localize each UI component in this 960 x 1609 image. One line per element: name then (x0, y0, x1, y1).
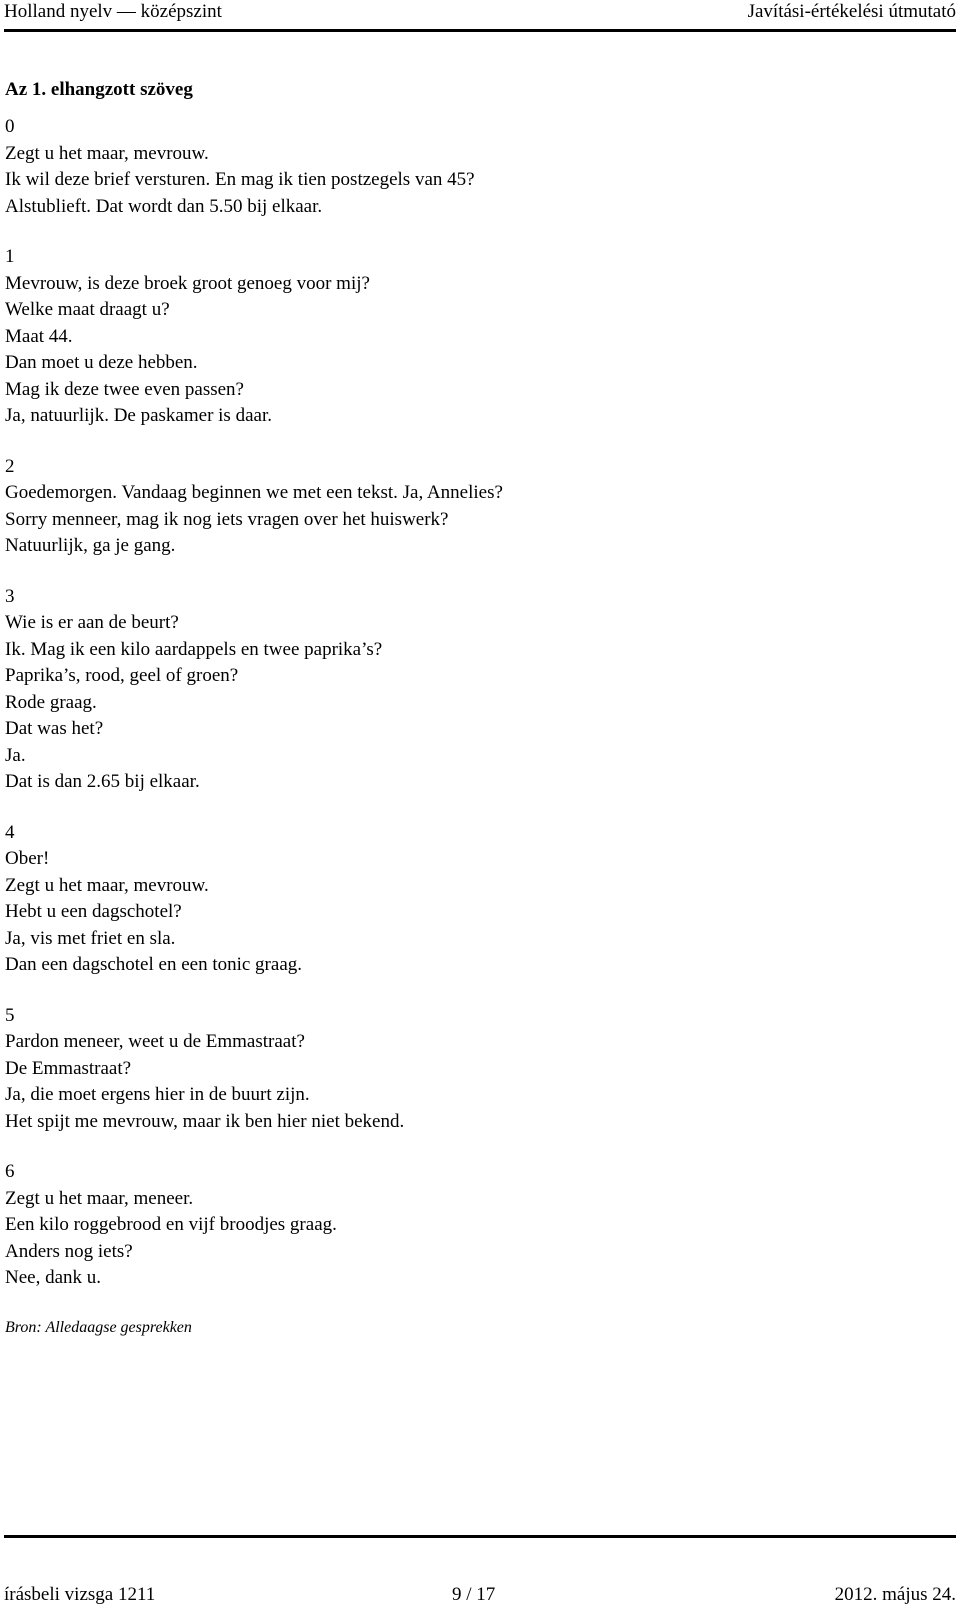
dialogue-line: Rode graag. (5, 691, 97, 713)
header-divider (4, 29, 956, 32)
dialogue-line: Natuurlijk, ga je gang. (5, 535, 176, 556)
document-body (5, 76, 945, 1340)
footer-date: 2012. május 24. (834, 1584, 956, 1605)
dialogue-line: Ja, natuurlijk. De paskamer is daar. (5, 405, 272, 426)
dialogue-number: 4 (5, 821, 15, 843)
dialogue-block (5, 244, 945, 430)
dialogue-line: Paprika’s, rood, geel of groen? (5, 665, 239, 686)
page-header (4, 0, 956, 28)
dialogue-line: Dat is dan 2.65 bij elkaar. (5, 771, 200, 792)
dialogue-number: 6 (5, 1161, 15, 1182)
dialogue-number: 2 (5, 455, 15, 477)
dialogue-number: 0 (5, 116, 15, 137)
dialogue-line: Welke maat draagt u? (5, 299, 170, 320)
dialogue-line: Goedemorgen. Vandaag beginnen we met een tekst. Ja, Annelies? (5, 482, 503, 503)
dialogue-line: Ja, vis met friet en sla. (5, 927, 176, 949)
dialogue-line: Sorry menneer, mag ik nog iets vragen over het huiswerk? (5, 508, 449, 530)
dialogue-line: Alstublieft. Dat wordt dan 5.50 bij elkaar. (5, 195, 323, 217)
dialogue-line: Dan een dagschotel en een tonic graag. (5, 954, 303, 975)
dialogue-line: Zegt u het maar, mevrouw. (5, 874, 209, 896)
dialogue-line: Zegt u het maar, meneer. (5, 1187, 194, 1209)
footer-page-number: 9 / 17 (452, 1584, 496, 1605)
footer-exam-code: írásbeli vizsga 1211 (4, 1584, 156, 1605)
dialogue-block (5, 820, 945, 979)
footer-divider (4, 1535, 956, 1538)
dialogue-line: Mevrouw, is deze broek groot genoeg voor mij? (5, 272, 370, 294)
source-note: Bron: Alledaagse gesprekken (5, 1318, 192, 1336)
dialogue-block (5, 584, 945, 796)
dialogue-block (5, 114, 945, 220)
dialogue-block (5, 454, 945, 560)
dialogue-number: 3 (5, 585, 15, 607)
dialogue-line: Pardon meneer, weet u de Emmastraat? (5, 1031, 305, 1052)
section-title: Az 1. elhangzott szöveg (5, 79, 193, 100)
dialogue-line: Ober! (5, 848, 50, 869)
dialogue-line: Wie is er aan de beurt? (5, 612, 179, 633)
dialogue-line: Nee, dank u. (5, 1267, 102, 1288)
dialogue-block (5, 1159, 945, 1292)
dialogue-line: Ik. Mag ik een kilo aardappels en twee paprika’s? (5, 638, 383, 660)
dialogue-line: Anders nog iets? (5, 1240, 133, 1262)
dialogue-line: Een kilo roggebrood en vijf broodjes graag. (5, 1214, 337, 1235)
dialogue-line: De Emmastraat? (5, 1057, 132, 1079)
dialogue-number: 5 (5, 1004, 15, 1026)
page-footer (4, 1583, 956, 1607)
dialogue-line: Zegt u het maar, mevrouw. (5, 142, 209, 164)
header-subject: Holland nyelv — középszint (4, 1, 222, 22)
dialogue-number: 1 (5, 246, 15, 267)
dialogue-line: Ja, die moet ergens hier in de buurt zijn. (5, 1084, 310, 1105)
dialogue-line: Ik wil deze brief versturen. En mag ik tien postzegels van 45? (5, 169, 475, 190)
dialogue-line: Het spijt me mevrouw, maar ik ben hier niet bekend. (5, 1110, 405, 1132)
dialogue-line: Dan moet u deze hebben. (5, 352, 198, 373)
dialogue-line: Dat was het? (5, 718, 104, 739)
dialogue-line: Hebt u een dagschotel? (5, 901, 182, 922)
dialogue-line: Ja. (5, 744, 26, 766)
header-guide-title: Javítási-értékelési útmutató (747, 1, 956, 22)
dialogue-block (5, 1003, 945, 1136)
dialogue-line: Mag ik deze twee even passen? (5, 378, 244, 400)
dialogue-list (5, 114, 945, 1292)
dialogue-line: Maat 44. (5, 325, 73, 347)
